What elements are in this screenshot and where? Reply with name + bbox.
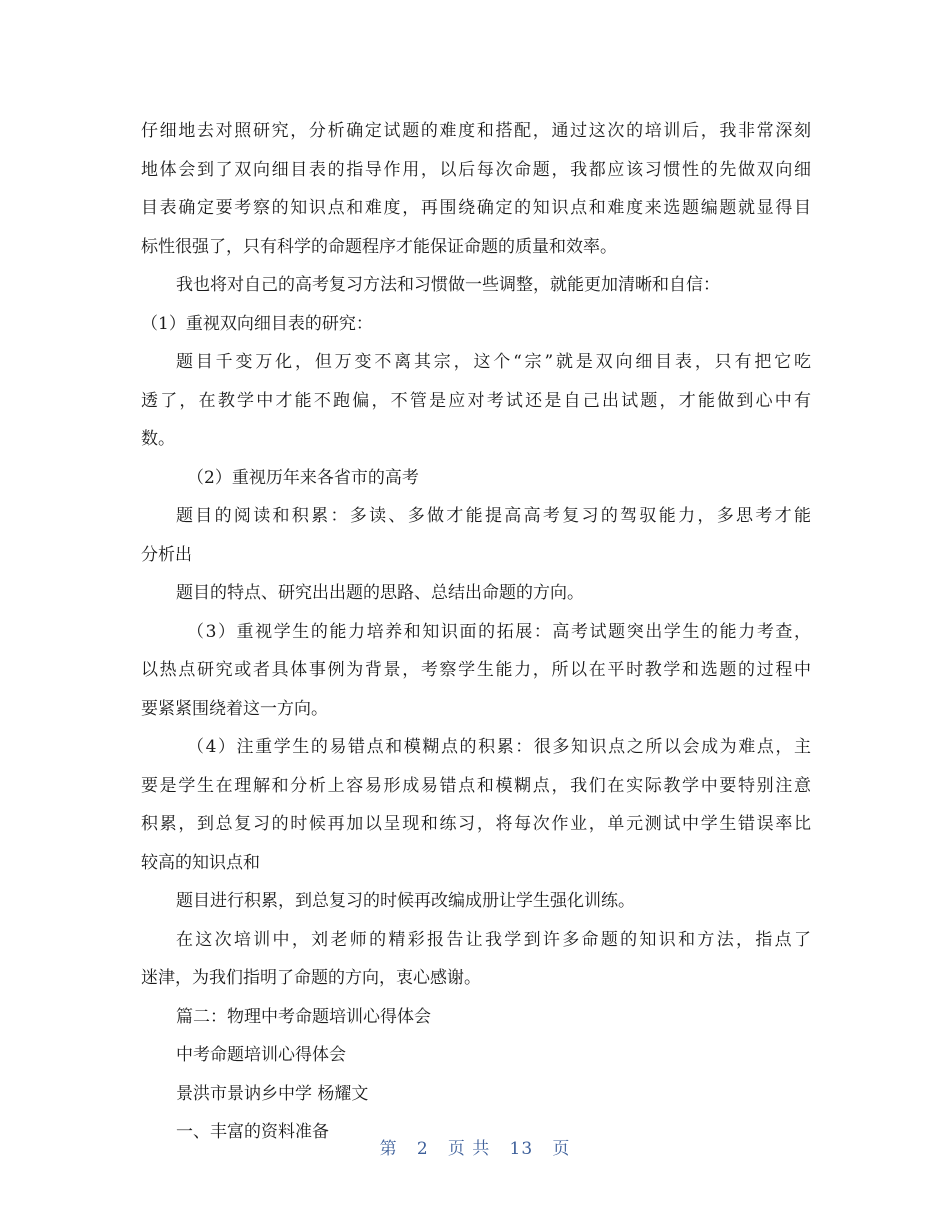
text-line: 要紧紧围绕着这一方向。 bbox=[141, 698, 328, 719]
footer-total-pages: 13 bbox=[509, 1139, 534, 1159]
text-line: 我也将对自己的高考复习方法和习惯做一些调整，就能更加清晰和自信： bbox=[176, 275, 720, 295]
text-line: 仔细地去对照研究，分析确定试题的难度和搭配，通过这次的培训后，我非常深刻 bbox=[141, 121, 811, 141]
page-footer bbox=[0, 1134, 950, 1159]
text-line: 较高的知识点和 bbox=[141, 852, 260, 873]
text-line: 要是学生在理解和分析上容易形成易错点和模糊点，我们在实际教学中要特别注意 bbox=[141, 775, 811, 796]
text-line: 迷津，为我们指明了命题的方向，衷心感谢。 bbox=[141, 968, 481, 988]
text-line: 中考命题培训心得体会 bbox=[176, 1045, 346, 1065]
text-line: （4）注重学生的易错点和模糊点的积累：很多知识点之所以会成为难点，主 bbox=[187, 737, 811, 757]
text-line: 地体会到了双向细目表的指导作用，以后每次命题，我都应该习惯性的先做双向细 bbox=[141, 159, 811, 180]
text-line: 数。 bbox=[141, 429, 175, 449]
text-line: （2）重视历年来各省市的高考 bbox=[187, 467, 419, 488]
text-line: 题目的特点、研究出出题的思路、总结出命题的方向。 bbox=[176, 583, 584, 603]
footer-suffix: 页 bbox=[552, 1139, 571, 1159]
text-line: 题目千变万化，但万变不离其宗，这个“宗”就是双向细目表，只有把它吃 bbox=[176, 352, 811, 372]
text-line: 以热点研究或者具体事例为背景，考察学生能力，所以在平时教学和选题的过程中 bbox=[141, 660, 811, 680]
text-line: 在这次培训中，刘老师的精彩报告让我学到许多命题的知识和方法，指点了 bbox=[176, 929, 811, 950]
text-line: 标性很强了，只有科学的命题程序才能保证命题的质量和效率。 bbox=[141, 236, 617, 257]
text-line: 题目的阅读和积累：多读、多做才能提高高考复习的驾驭能力，多思考才能 bbox=[176, 506, 811, 526]
document-body bbox=[141, 112, 811, 1152]
text-line: （3）重视学生的能力培养和知识面的拓展：高考试题突出学生的能力考查， bbox=[187, 621, 811, 642]
text-line: 篇二：物理中考命题培训心得体会 bbox=[176, 1006, 431, 1027]
footer-middle: 页 共 bbox=[447, 1139, 491, 1159]
text-line: 分析出 bbox=[141, 544, 192, 565]
text-line: 题目进行积累，到总复习的时候再改编成册让学生强化训练。 bbox=[176, 891, 635, 911]
text-line: 积累，到总复习的时候再加以呈现和练习，将每次作业，单元测试中学生错误率比 bbox=[141, 814, 811, 834]
text-line: 目表确定要考察的知识点和难度，再围绕确定的知识点和难度来选题编题就显得目 bbox=[141, 198, 811, 218]
text-line: 景洪市景讷乡中学 杨耀文 bbox=[176, 1083, 369, 1104]
text-line: 一、丰富的资料准备 bbox=[176, 1122, 329, 1142]
text-line: 透了，在教学中才能不跑偏，不管是应对考试还是自己出试题，才能做到心中有 bbox=[141, 390, 811, 411]
footer-prefix: 第 bbox=[379, 1139, 398, 1159]
footer-page-number: 2 bbox=[416, 1139, 429, 1159]
text-line: （1）重视双向细目表的研究： bbox=[141, 313, 373, 334]
